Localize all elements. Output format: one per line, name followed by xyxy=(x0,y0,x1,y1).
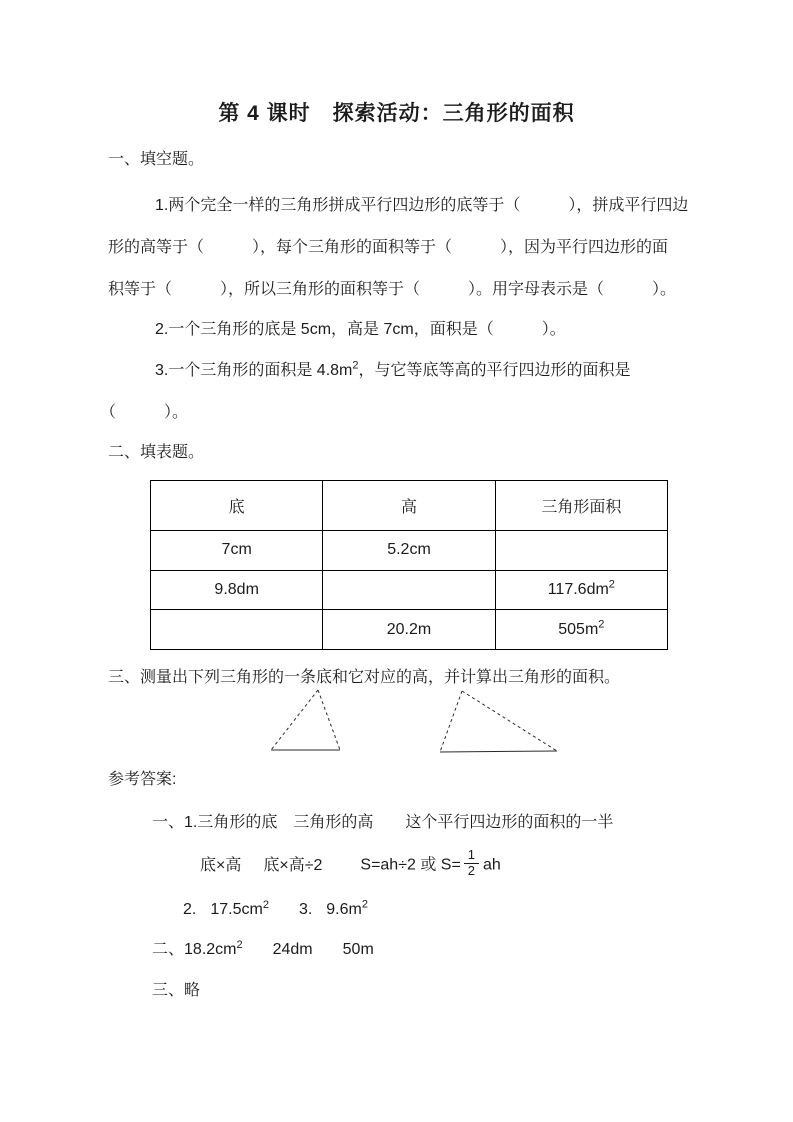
cell-area-superscript: 2 xyxy=(598,618,605,631)
cell-base xyxy=(151,610,323,650)
answer3-superscript: 2 xyxy=(361,898,368,911)
answer2-label: 2. xyxy=(183,901,197,918)
question1-line3: 积等于（ ），所以三角形的面积等于（ ）。用字母表示是（ ）。 xyxy=(108,281,677,298)
answer-two-label: 二、 xyxy=(152,941,185,958)
cell-height: 20.2m xyxy=(323,610,495,650)
cell-base: 7cm xyxy=(151,531,323,571)
question3-superscript: 2 xyxy=(352,359,359,372)
cell-area-value: 505m xyxy=(558,620,599,638)
table-header-height: 高 xyxy=(323,481,495,531)
section1-heading: 一、填空题。 xyxy=(108,151,205,168)
formula-base-times-height: 底×高 xyxy=(200,856,242,874)
answer-two-value3: 50m xyxy=(342,941,374,958)
cell-area xyxy=(495,570,667,610)
fill-table xyxy=(150,480,668,650)
answer3-value: 9.6m xyxy=(326,901,362,918)
table-header-base: 底 xyxy=(151,481,323,531)
cell-area xyxy=(495,610,667,650)
triangles-figure xyxy=(250,683,570,763)
triangle-figure-1 xyxy=(271,690,340,750)
table-row xyxy=(151,570,668,610)
cell-base: 9.8dm xyxy=(151,570,323,610)
answer-three-label: 三、 xyxy=(152,982,185,999)
formula-base-times-height-div2: 底×高÷2 xyxy=(263,856,323,874)
table-header-area: 三角形面积 xyxy=(495,481,667,531)
question3-text-cont: ，与它等底等高的平行四边形的面积是 xyxy=(358,362,631,379)
cell-height xyxy=(323,570,495,610)
answer-two-value1: 18.2cm xyxy=(184,941,237,958)
table-row xyxy=(151,531,668,571)
question2: 2.一个三角形的底是 5cm，高是 7cm，面积是（ ）。 xyxy=(155,321,566,338)
answer-line-1: 一、1.三角形的底 三角形的高 这个平行四边形的面积的一半 xyxy=(152,814,614,831)
formula-letter-expression: S=ah÷2 或 S= xyxy=(360,856,461,874)
question3-line2: （ ）。 xyxy=(100,404,189,421)
cell-area-value: 117.6dm xyxy=(547,581,609,599)
answer2-superscript: 2 xyxy=(262,898,269,911)
answer-three-value: 略 xyxy=(184,982,201,999)
page-title: 第 4 课时 探索活动：三角形的面积 xyxy=(218,102,575,125)
question3-text: 3.一个三角形的面积是 4.8m xyxy=(155,362,353,379)
table-row xyxy=(151,610,668,650)
answer-formula-line xyxy=(200,847,501,881)
triangle-figure-2 xyxy=(440,691,557,752)
cell-height: 5.2cm xyxy=(323,531,495,571)
section2-heading: 二、填表题。 xyxy=(108,444,205,461)
cell-area xyxy=(495,531,667,571)
answer2-value: 17.5cm xyxy=(210,901,263,918)
fraction-one-half xyxy=(464,848,479,879)
table-header-row xyxy=(151,481,668,531)
question1-line1: 1.两个完全一样的三角形拼成平行四边形的底等于（ ），拼成平行四边 xyxy=(155,197,689,214)
fraction-numerator: 1 xyxy=(464,848,479,864)
answer-line-two xyxy=(152,940,374,960)
section3-heading: 三、测量出下列三角形的一条底和它对应的高，并计算出三角形的面积。 xyxy=(108,669,621,686)
answer3-label: 3. xyxy=(298,901,313,918)
answers-heading: 参考答案: xyxy=(108,771,177,788)
answer-two-value2: 24dm xyxy=(272,941,313,958)
answer-items-2-3 xyxy=(183,900,368,920)
answer-two-superscript: 2 xyxy=(236,938,243,951)
cell-area-superscript: 2 xyxy=(608,578,615,591)
formula-ah: ah xyxy=(483,856,501,874)
answer-line-three xyxy=(152,981,200,1001)
question1-line2: 形的高等于（ ），每个三角形的面积等于（ ），因为平行四边形的面 xyxy=(108,239,669,256)
question3-line1 xyxy=(155,361,631,381)
fraction-denominator: 2 xyxy=(467,862,476,878)
